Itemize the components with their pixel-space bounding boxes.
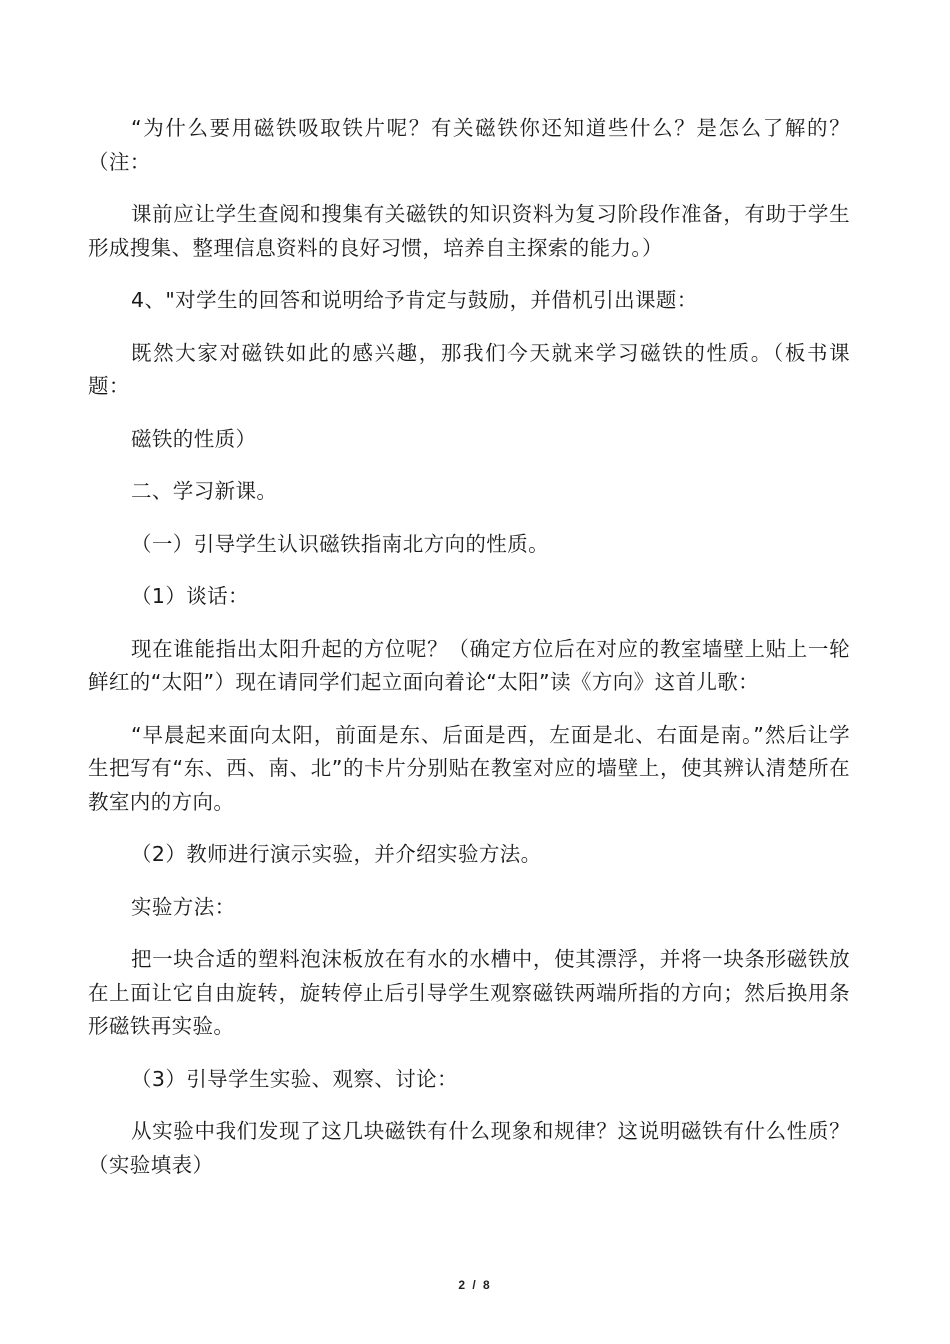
- paragraph-experiment-steps: 把一块合适的塑料泡沫板放在有水的水槽中，使其漂浮，并将一块条形磁铁放在上面让它自由旋转，旋转停止后引导学生观察磁铁两端所指的方向；然后换用条形磁铁再实验。: [88, 947, 850, 1038]
- page-number: 2 / 8: [458, 1278, 492, 1292]
- paragraph-step-4: 4、"对学生的回答和说明给予肯定与鼓励，并借机引出课题：: [131, 288, 698, 312]
- paragraph-intro-topic: 既然大家对磁铁如此的感兴趣，那我们今天就来学习磁铁的性质。（板书课题：: [88, 340, 850, 398]
- paragraph-sun-direction: 现在谁能指出太阳升起的方位呢？（确定方位后在对应的教室墙壁上贴上一轮鲜红的“太阳”）现在请同学们起立面向着论“太阳”读《方向》这首儿歌：: [88, 636, 850, 694]
- paragraph-question: “为什么要用磁铁吸取铁片呢？有关磁铁你还知道些什么？是怎么了解的？（注：: [88, 116, 850, 174]
- document-body: [88, 112, 850, 1201]
- label-experiment-method: 实验方法：: [131, 894, 236, 919]
- paragraph-topic-title: 磁铁的性质）: [131, 426, 257, 451]
- paragraph-discussion: 从实验中我们发现了这几块磁铁有什么现象和规律？这说明磁铁有什么性质？（实验填表）: [88, 1119, 850, 1177]
- paragraph-rhyme: “早晨起来面向太阳，前面是东、后面是西，左面是北、右面是南。”然后让学生把写有“东、西、南、北”的卡片分别贴在教室对应的墙壁上，使其辨认清楚所在教室内的方向。: [88, 722, 850, 814]
- section-heading-new-lesson: 二、学习新课。: [131, 479, 278, 503]
- paragraph-note: 课前应让学生查阅和搜集有关磁铁的知识资料为复习阶段作准备，有助于学生形成搜集、整理信息资料的良好习惯，培养自主探索的能力。）: [88, 202, 850, 260]
- item-heading-observe: （3）引导学生实验、观察、讨论：: [131, 1066, 458, 1091]
- item-heading-talk: （1）谈话：: [131, 584, 249, 608]
- item-heading-demo: （2）教师进行演示实验，并介绍实验方法。: [131, 842, 542, 866]
- subsection-heading-1: （一）引导学生认识磁铁指南北方向的性质。: [131, 531, 549, 556]
